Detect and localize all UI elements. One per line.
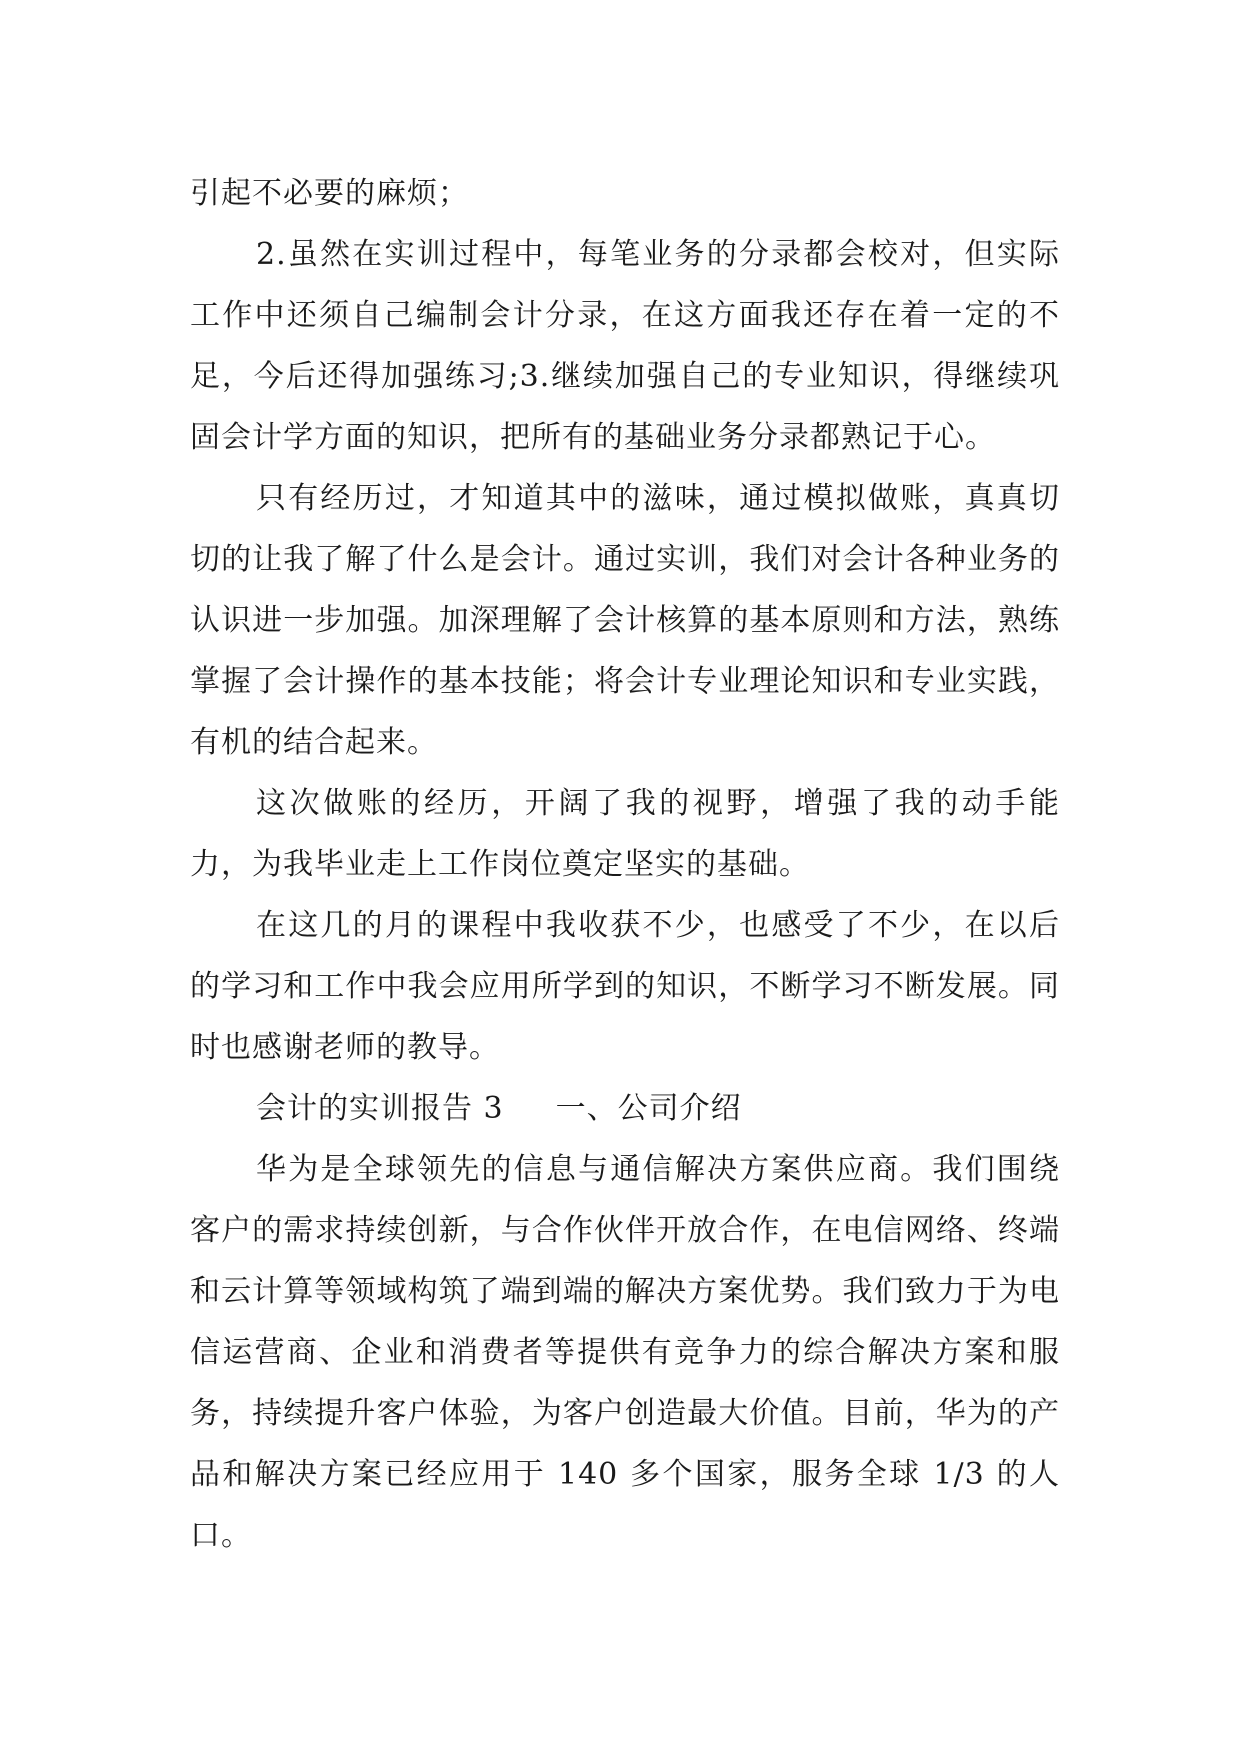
paragraph-continuation: 引起不必要的麻烦； [190, 176, 469, 211]
paragraph-company-intro: 华为是全球领先的信息与通信解决方案供应商。我们围绕客户的需求持续创新，与合作伙伴开放合作，在电信网络、终端和云计算等领域构筑了端到端的解决方案优势。我们致力于为电信运营商、企业和消费者等提供有竞争力的综合解决方案和服务，持续提升客户体验，为客户创造最大价值。目前，华为的产品和解决方案已经应用于 140 多个国家，服务全球 1/3 的人口。 [190, 1152, 1060, 1553]
report-title: 会计的实训报告 3 [256, 1091, 504, 1126]
document-body [190, 163, 1060, 1566]
paragraph-gratitude: 在这几的月的课程中我收获不少，也感受了不少，在以后的学习和工作中我会应用所学到的知识，不断学习不断发展。同时也感谢老师的教导。 [190, 908, 1060, 1065]
paragraph-horizon: 这次做账的经历，开阔了我的视野，增强了我的动手能力，为我毕业走上工作岗位奠定坚实的基础。 [190, 786, 1060, 882]
paragraph-experience: 只有经历过，才知道其中的滋味，通过模拟做账，真真切切的让我了解了什么是会计。通过实训，我们对会计各种业务的认识进一步加强。加深理解了会计核算的基本原则和方法，熟练掌握了会计操作的基本技能；将会计专业理论知识和专业实践，有机的结合起来。 [190, 481, 1060, 760]
report-heading [190, 1078, 1060, 1139]
paragraph-practice-shortcomings: 2.虽然在实训过程中，每笔业务的分录都会校对，但实际工作中还须自己编制会计分录，在这方面我还存在着一定的不足，今后还得加强练习;3.继续加强自己的专业知识，得继续巩固会计学方面的知识，把所有的基础业务分录都熟记于心。 [190, 237, 1060, 455]
section-title: 一、公司介绍 [555, 1091, 742, 1126]
